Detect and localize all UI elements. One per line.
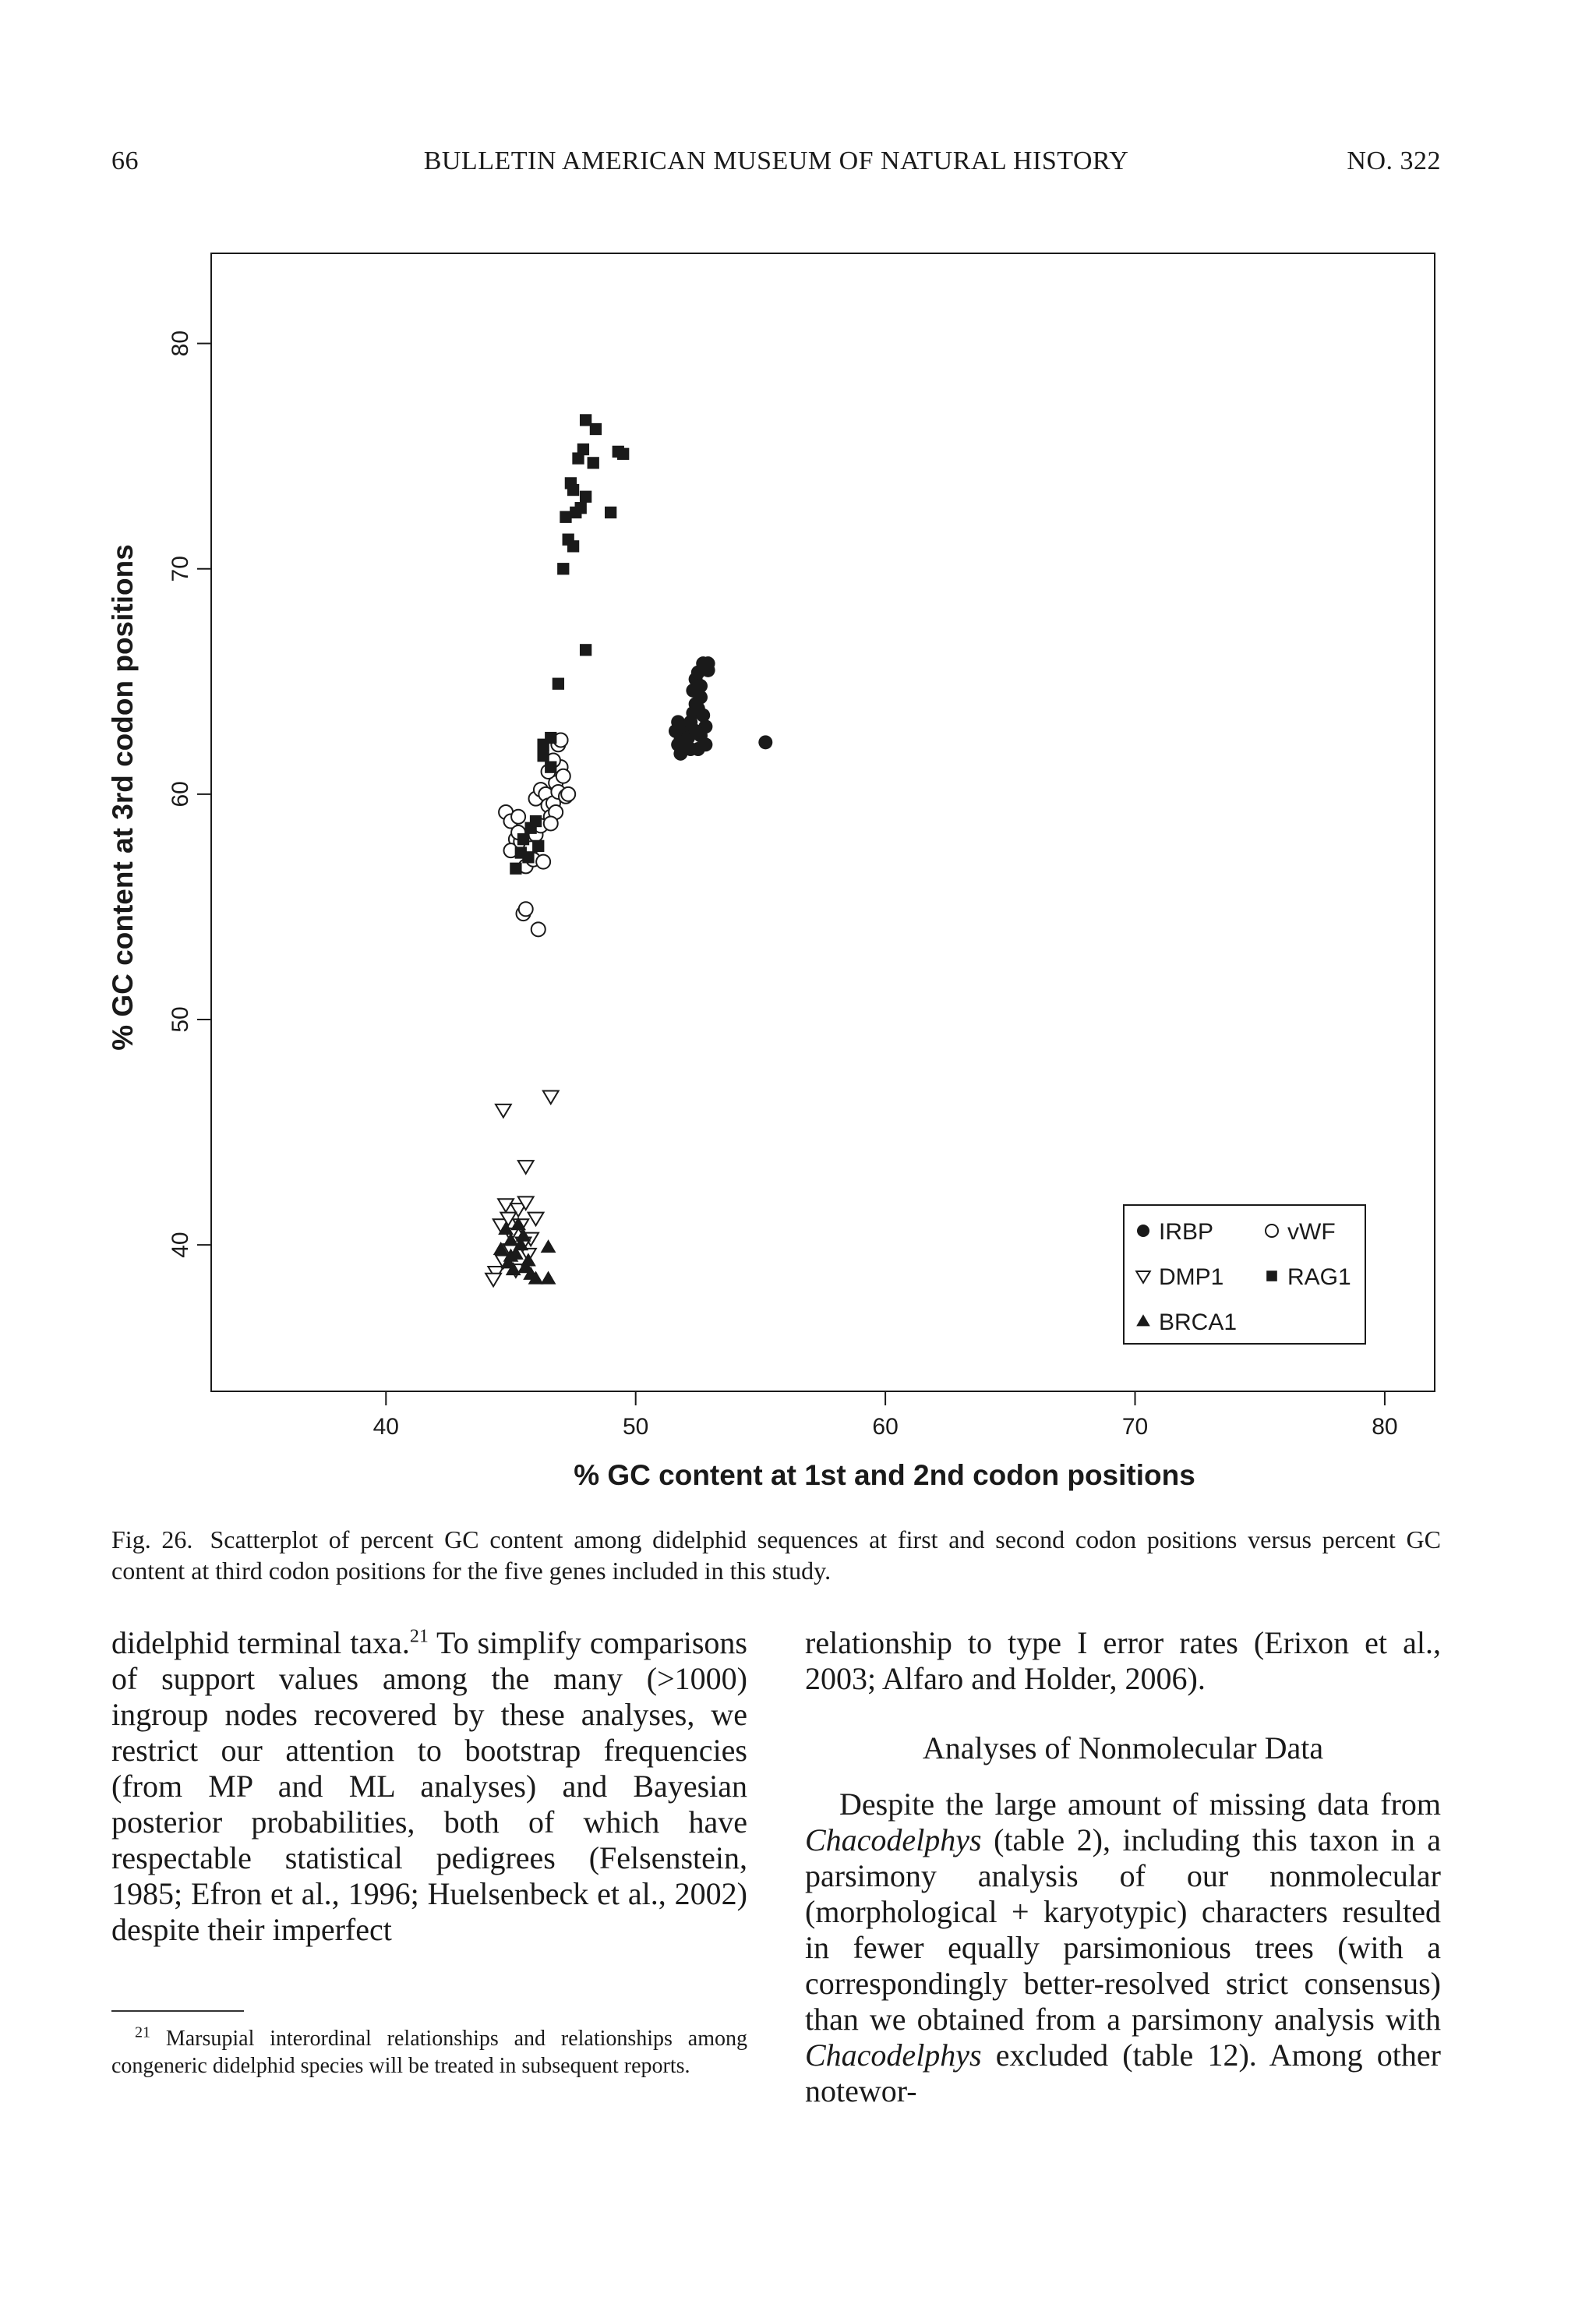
data-point-rag1 <box>532 840 544 852</box>
y-tick-label: 60 <box>168 781 193 808</box>
data-point-rag1 <box>537 750 549 762</box>
y-axis <box>168 330 211 1258</box>
legend-label-vwf: vWF <box>1287 1219 1336 1245</box>
x-tick-label: 50 <box>623 1414 649 1440</box>
legend-label-irbp: IRBP <box>1159 1219 1214 1245</box>
y-tick-label: 50 <box>168 1006 193 1033</box>
data-point-rag1 <box>517 833 529 845</box>
series-irbp <box>669 656 772 761</box>
data-point-vwf <box>544 816 558 830</box>
legend-marker-rag1 <box>1266 1271 1277 1281</box>
legend-label-rag1: RAG1 <box>1287 1264 1351 1290</box>
data-points <box>486 414 772 1286</box>
y-axis-label: % GC content at 3rd codon positions <box>107 544 139 1051</box>
footnote-rule <box>111 2010 244 2012</box>
data-point-brca1 <box>541 1271 556 1285</box>
body-text-segment: (table 2), including this taxon in a parsimony analysis of our nonmolecular (morphological + karyotypic) characters resulted in fewer equally parsimonious trees (with a correspondingly better-resolved strict consensus) than we obtained from a parsimony analysis with <box>805 1822 1441 2037</box>
scatterplot-figure <box>101 242 1465 1520</box>
data-point-rag1 <box>588 457 599 468</box>
issue-number: NO. 322 <box>1347 147 1441 175</box>
data-point-vwf <box>519 902 533 916</box>
data-point-rag1 <box>567 484 579 496</box>
x-axis-label: % GC content at 1st and 2nd codon positions <box>574 1459 1195 1491</box>
legend-marker-vwf <box>1266 1225 1278 1237</box>
body-text-segment: didelphid terminal taxa. <box>111 1625 410 1660</box>
data-point-rag1 <box>580 491 591 503</box>
data-point-dmp1 <box>496 1104 511 1118</box>
footnote-number: 21 <box>135 2023 150 2041</box>
data-point-vwf <box>531 922 546 936</box>
journal-title: BULLETIN AMERICAN MUSEUM OF NATURAL HISTORY <box>423 147 1129 175</box>
body-left-column <box>111 1625 747 1948</box>
data-point-rag1 <box>617 448 629 460</box>
data-point-dmp1 <box>543 1091 559 1104</box>
data-point-vwf <box>511 810 525 824</box>
legend-marker-irbp <box>1137 1225 1149 1237</box>
data-point-irbp <box>701 656 715 670</box>
legend-label-dmp1: DMP1 <box>1159 1264 1224 1290</box>
footnote-text: Marsupial interordinal relationships and relationships among congeneric didelphid species will be treated in subsequent reports. <box>111 2027 748 2078</box>
figure-label: Fig. 26. <box>111 1525 193 1553</box>
x-tick-label: 70 <box>1121 1414 1149 1440</box>
data-point-rag1 <box>545 732 556 744</box>
x-tick-label: 60 <box>872 1414 899 1440</box>
taxon-name: Chacodelphys <box>805 1822 982 1857</box>
data-point-dmp1 <box>486 1274 501 1287</box>
body-paragraph-right-intro: relationship to type I error rates (Erixon et al., 2003; Alfaro and Holder, 2006). <box>805 1625 1441 1696</box>
data-point-rag1 <box>522 851 534 863</box>
figure-caption-text: Scatterplot of percent GC content among didelphid sequences at first and second codon positions versus percent GC content at third codon positions for the five genes included in this study. <box>111 1525 1442 1585</box>
data-point-irbp <box>689 724 703 738</box>
body-text-segment: excluded (table 12). Among other notewor- <box>805 2037 1441 2108</box>
data-point-rag1 <box>572 452 584 464</box>
data-point-irbp <box>758 735 772 749</box>
data-point-rag1 <box>590 423 602 435</box>
y-tick-label: 80 <box>168 330 193 357</box>
data-point-rag1 <box>605 507 616 518</box>
taxon-name: Chacodelphys <box>805 2037 982 2073</box>
data-point-brca1 <box>541 1239 556 1253</box>
data-point-rag1 <box>553 678 564 690</box>
series-vwf <box>499 733 575 936</box>
data-point-rag1 <box>570 507 581 518</box>
data-point-rag1 <box>510 863 521 875</box>
y-tick-label: 40 <box>168 1232 193 1258</box>
footnote <box>111 2025 747 2080</box>
legend-label-brca1: BRCA1 <box>1159 1309 1238 1335</box>
y-tick-label: 70 <box>168 556 193 582</box>
data-point-rag1 <box>524 822 536 834</box>
body-text-segment: Despite the large amount of missing data from <box>839 1787 1441 1822</box>
data-point-dmp1 <box>528 1213 544 1226</box>
data-point-vwf <box>536 855 550 869</box>
data-point-vwf <box>561 787 575 801</box>
data-point-dmp1 <box>518 1161 534 1174</box>
data-point-vwf <box>556 769 570 783</box>
data-point-rag1 <box>545 762 556 773</box>
data-point-irbp <box>679 735 693 749</box>
body-right-column <box>805 1625 1441 2109</box>
chart-legend <box>1124 1205 1365 1344</box>
body-paragraph-right <box>805 1787 1441 2109</box>
x-tick-label: 40 <box>373 1414 399 1440</box>
figure-caption <box>111 1524 1441 1586</box>
x-axis <box>373 1391 1398 1440</box>
data-point-rag1 <box>580 644 591 656</box>
data-point-irbp <box>694 691 708 705</box>
data-point-brca1 <box>521 1253 536 1266</box>
page-number: 66 <box>111 147 139 175</box>
body-paragraph-left <box>111 1625 747 1948</box>
data-point-rag1 <box>567 540 579 552</box>
x-tick-label: 80 <box>1372 1414 1398 1440</box>
data-point-irbp <box>698 737 712 751</box>
data-point-rag1 <box>557 563 569 574</box>
section-heading: Analyses of Nonmolecular Data <box>922 1730 1324 1765</box>
series-rag1 <box>510 414 629 875</box>
footnote-reference: 21 <box>409 1626 429 1647</box>
body-text-segment: To simplify comparisons of support values among the many (>1000) ingroup nodes recovered by these analyses, we restrict our attention to bootstrap frequencies (from MP and ML analyses) and Bayesian posterior probabilities, both of which have respectable statistical pedigrees (Felsenstein, 1985; Efron et al., 1996; Huelsenbeck et al., 2002) despite their imperfect <box>111 1625 748 1947</box>
